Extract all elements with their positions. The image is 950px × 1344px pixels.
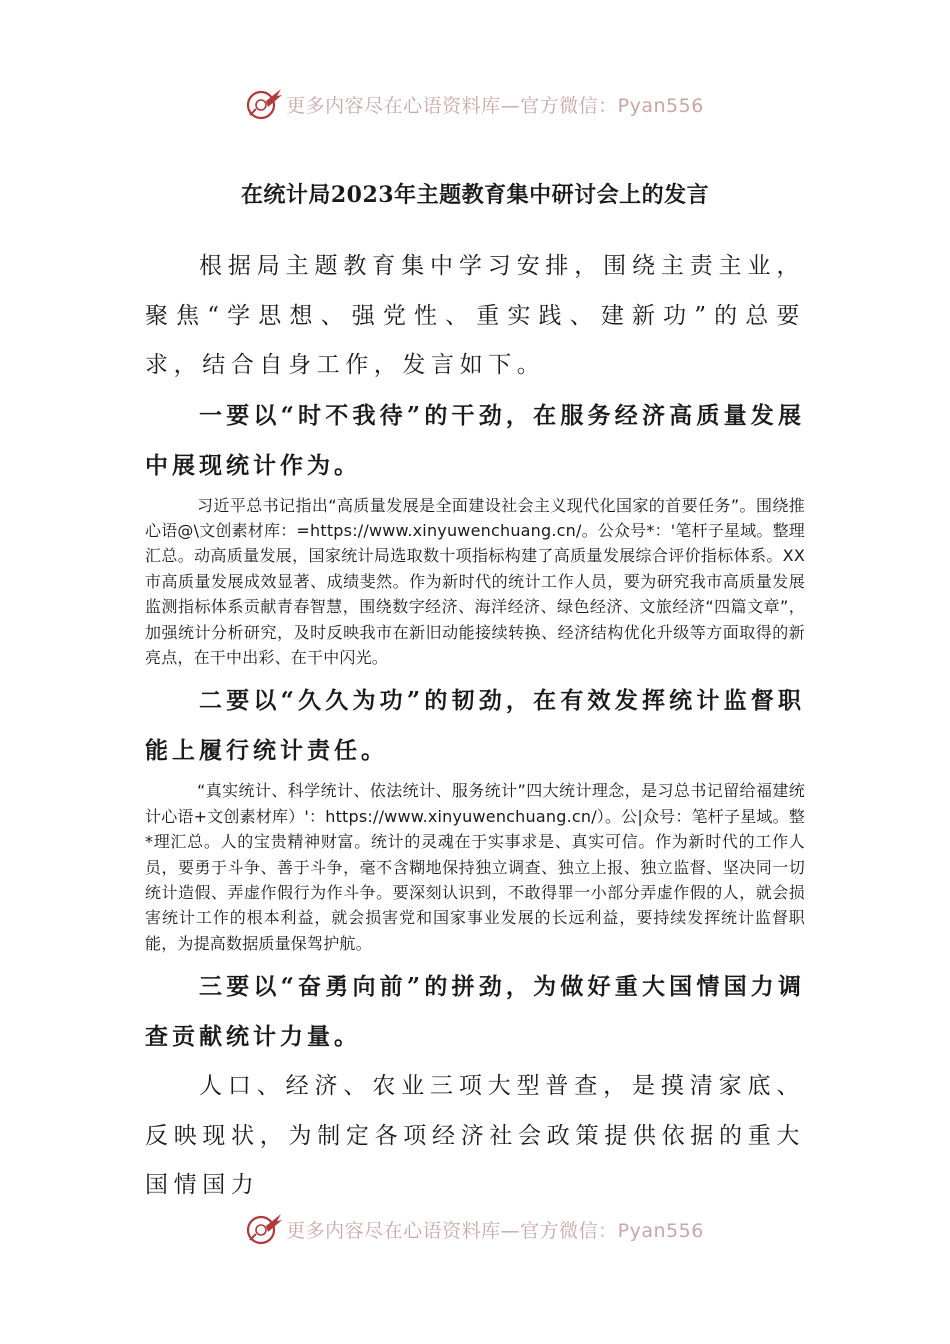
document-title: 在统计局2023年主题教育集中研讨会上的发言	[240, 182, 710, 208]
section-heading-1: 一要以“时不我待”的干劲，在服务经济高质量发展中展现统计作为。	[145, 401, 805, 479]
section-body-3: 人口、经济、农业三项大型普查，是摸清家底、反映现状，为制定各项经济社会政策提供依据的重大国情国力	[145, 1073, 805, 1199]
section-body-2: “真实统计、科学统计、依法统计、服务统计”四大统计理念，是习总书记留给福建统计心语+文创素材库）'：https://www.xinyuwenchuang.cn/）。公|众号：笔杆子星域。整*理汇总。人的宝贵精神财富。统计的灵魂在于实事求是、真实可信。作为新时代的工作人员，要勇于斗争、善于斗争，毫不含糊地保持独立调查、独立上报、独立监督、坚决同一切统计造假、弄虚作假行为作斗争。要深刻认识到，不敢得罪一小部分弄虚作假的人，就会损害统计工作的根本利益，就会损害党和国家事业发展的长远利益，要持续发挥统计监督职能，为提高数据质量保驾护航。	[145, 781, 805, 953]
section-body-1: 习近平总书记指出“高质量发展是全面建设社会主义现代化国家的首要任务”。围绕推心语@\文创素材库：=https://www.xinyuwenchuang.cn/。公众号*：'笔杆子星域。整理汇总。动高质量发展，国家统计局选取数十项指标构建了高质量发展综合评价指标体系。XX市高质量发展成效显著、成绩斐然。作为新时代的统计工作人员，要为研究我市高质量发展监测指标体系贡献青春智慧，围绕数字经济、海洋经济、绿色经济、文旅经济“四篇文章”，加强统计分析研究，及时反映我市在新旧动能接续转换、经济结构优化升级等方面取得的新亮点，在干中出彩、在干中闪光。	[145, 495, 805, 667]
banner-text-bottom: 更多内容尽在心语资料库—官方微信：Pyan556	[286, 1219, 704, 1242]
section-heading-3: 三要以“奋勇向前”的拼劲，为做好重大国情国力调查贡献统计力量。	[145, 973, 805, 1051]
banner-inner-bottom	[246, 1212, 704, 1246]
section-heading-2: 二要以“久久为功”的韧劲，在有效发挥统计监督职能上履行统计责任。	[145, 687, 805, 765]
document-body	[145, 242, 805, 1211]
pen-nib-logo-icon	[246, 87, 284, 121]
intro-paragraph: 根据局主题教育集中学习安排，围绕主责主业，聚焦“学思想、强党性、重实践、建新功”的总要求，结合自身工作，发言如下。	[145, 253, 805, 378]
header-banner	[0, 84, 950, 124]
footer-banner	[0, 1209, 950, 1249]
banner-text: 更多内容尽在心语资料库—官方微信：Pyan556	[286, 94, 704, 117]
pen-nib-logo-icon	[246, 1212, 284, 1246]
banner-inner	[246, 87, 704, 121]
